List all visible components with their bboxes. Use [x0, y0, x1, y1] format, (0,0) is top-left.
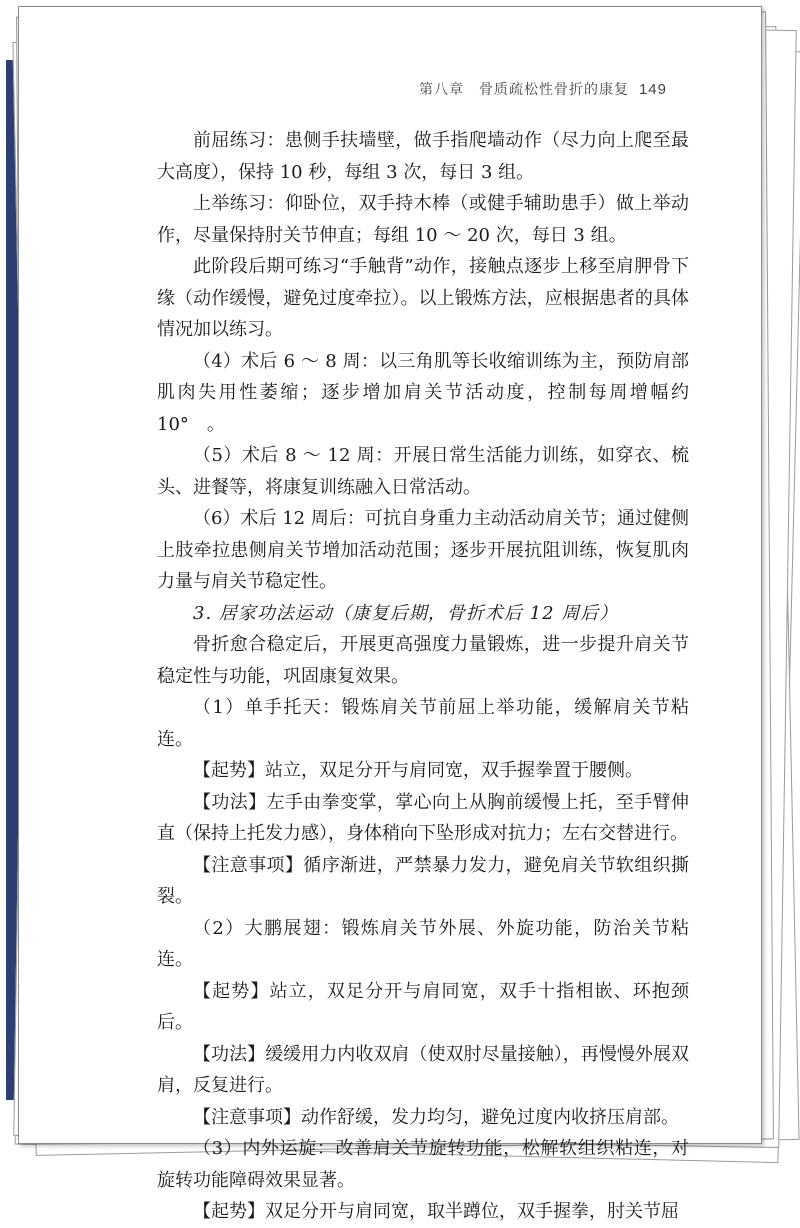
page-number: 149: [638, 81, 667, 98]
paragraph-starting-pose-2: 【起势】站立，双足分开与肩同宽，双手十指相嵌、环抱颈后。: [157, 980, 689, 1033]
paragraph-precautions-2: 【注意事项】动作舒缓，发力均匀，避免过度内收挤压肩部。: [193, 1106, 679, 1128]
running-header: [419, 79, 667, 99]
paragraph-forward-flexion: 前屈练习：患侧手扶墙壁，做手指爬墙动作（尽力向上爬至最大高度），保持 10 秒，每组 3 次，每日 3 组。: [157, 130, 689, 183]
paragraph-starting-pose-1: 【起势】站立，双足分开与肩同宽，双手握拳置于腰侧。: [193, 760, 643, 781]
paragraph-weeks-6-8: （4）术后 6 ～ 8 周：以三角肌等长收缩训练为主，预防肩部肌肉失用性萎缩；逐步增加肩关节活动度，控制每周增幅约 10° 。: [157, 350, 689, 435]
paragraph-weeks-8-12: （5）术后 8 ～ 12 周：开展日常生活能力训练，如穿衣、梳头、进餐等，将康复训练融入日常活动。: [157, 445, 689, 498]
paragraph-method-2: 【功法】缓缓用力内收双肩（使双肘尽量接触），再慢慢外展双肩，反复进行。: [157, 1043, 689, 1096]
paragraph-eagle-spread: （2）大鹏展翅：锻炼肩关节外展、外旋功能，防治关节粘连。: [157, 917, 689, 970]
paragraph-home-intro: 骨折愈合稳定后，开展更高强度力量锻炼，进一步提升肩关节稳定性与功能，巩固康复效果。: [157, 634, 689, 687]
book-page: [18, 6, 762, 1222]
paragraph-precautions-1: 【注意事项】循序渐进，严禁暴力发力，避免肩关节软组织撕裂。: [157, 854, 689, 907]
paragraph-overhead-lift: 上举练习：仰卧位，双手持木棒（或健手辅助患手）做上举动作，尽量保持肘关节伸直；每组 10 ～ 20 次，每日 3 组。: [157, 193, 689, 246]
paragraph-starting-pose-3: 【起势】双足分开与肩同宽，取半蹲位，双手握拳，肘关节屈: [193, 1201, 679, 1222]
paragraph-inner-outer-rotation: （3）内外运旋：改善肩关节旋转功能，松解软组织粘连，对旋转功能障碍效果显著。: [157, 1138, 689, 1191]
paragraph-single-hand-lift: （1）单手托天：锻炼肩关节前屈上举功能，缓解肩关节粘连。: [157, 697, 689, 750]
paragraph-hand-behind-back: 此阶段后期可练习“手触背”动作，接触点逐步上移至肩胛骨下缘（动作缓慢，避免过度牵拉）。以上锻炼方法，应根据患者的具体情况加以练习。: [157, 256, 689, 340]
paragraph-method-1: 【功法】左手由拳变掌，掌心向上从胸前缓慢上托，至手臂伸直（保持上托发力感），身体稍向下坠形成对抗力；左右交替进行。: [157, 791, 689, 844]
section-heading-home-exercises: 3. 居家功法运动（康复后期，骨折术后 12 周后）: [193, 602, 619, 624]
paragraph-after-12-weeks: （6）术后 12 周后：可抗自身重力主动活动肩关节；通过健侧上肢牵拉患侧肩关节增加活动范围；逐步开展抗阻训练，恢复肌肉力量与肩关节稳定性。: [157, 508, 689, 592]
body-text: [157, 125, 689, 1228]
chapter-title: 第八章 骨质疏松性骨折的康复: [418, 82, 629, 98]
